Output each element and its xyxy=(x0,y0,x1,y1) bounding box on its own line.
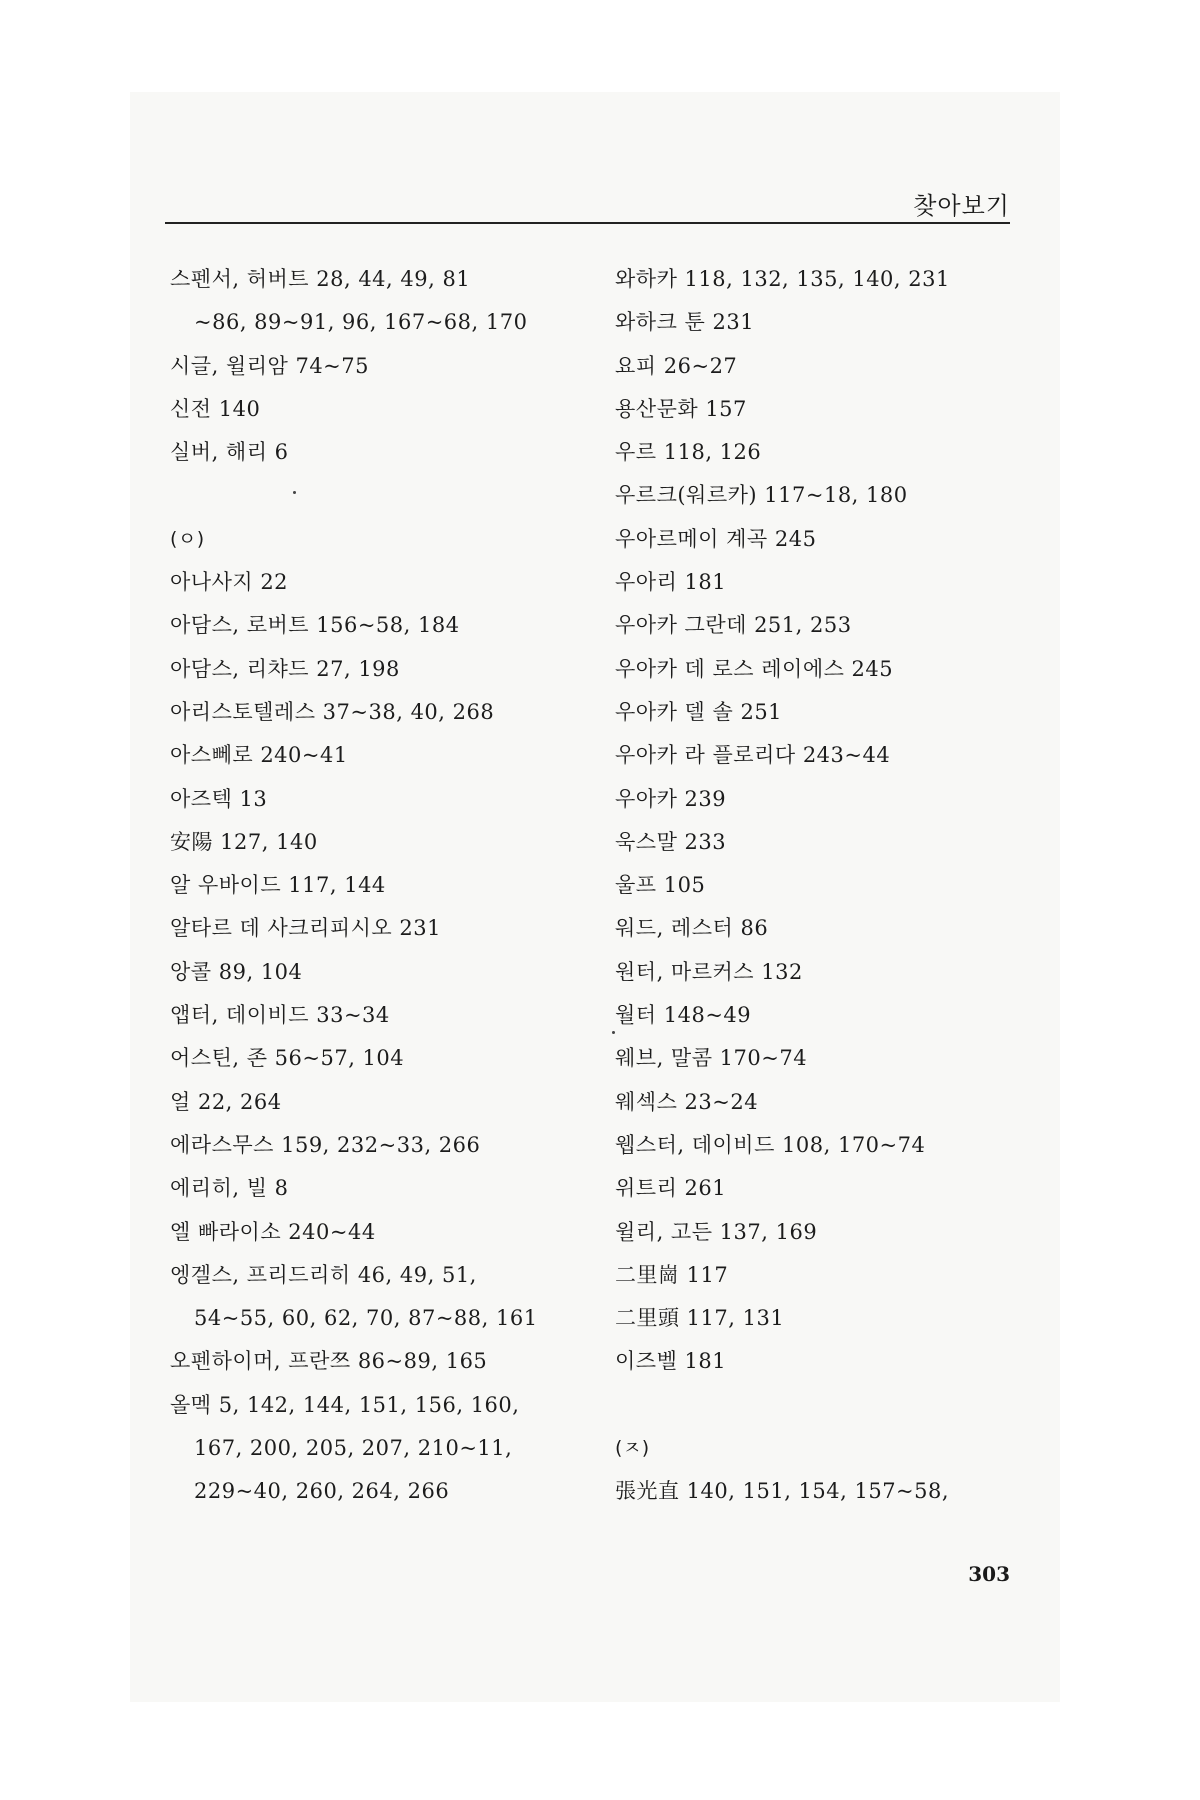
index-entry: 우르크(워르카) 117~18, 180 xyxy=(615,483,908,508)
page-header-title: 찾아보기 xyxy=(913,192,1010,220)
index-entry: 요피 26~27 xyxy=(615,353,738,378)
page-number: 303 xyxy=(968,1562,1010,1586)
index-entry: 아스뻬로 240~41 xyxy=(170,743,348,768)
index-entry: 올멕 5, 142, 144, 151, 156, 160, xyxy=(170,1392,520,1417)
index-entry: 얼 22, 264 xyxy=(170,1089,282,1114)
index-entry: 웹스터, 데이비드 108, 170~74 xyxy=(615,1132,926,1157)
index-entry: 에리히, 빌 8 xyxy=(170,1176,289,1201)
index-entry: 윌리, 고든 137, 169 xyxy=(615,1219,818,1244)
index-entry: 아담스, 로버트 156~58, 184 xyxy=(170,613,460,638)
index-entry: 아리스토텔레스 37~38, 40, 268 xyxy=(170,699,495,724)
index-entry: 앙콜 89, 104 xyxy=(170,959,303,984)
index-entry: 와하크 툰 231 xyxy=(615,310,755,335)
index-entry: 에라스무스 159, 232~33, 266 xyxy=(170,1132,481,1157)
index-entry: 욱스말 233 xyxy=(615,829,727,854)
index-entry: 울프 105 xyxy=(615,873,706,898)
index-entry: 신전 140 xyxy=(170,396,261,421)
index-entry: 二里崗 117 xyxy=(615,1262,729,1287)
index-entry: 엥겔스, 프리드리히 46, 49, 51, xyxy=(170,1262,477,1287)
index-entry: 張光直 140, 151, 154, 157~58, xyxy=(615,1479,950,1504)
index-spacer xyxy=(170,474,590,517)
index-entry: 우아카 델 솔 251 xyxy=(615,699,783,724)
index-entry: 어스틴, 존 56~57, 104 xyxy=(170,1046,405,1071)
index-entry: 와하카 118, 132, 135, 140, 231 xyxy=(615,267,950,291)
index-entry: 우아리 181 xyxy=(615,570,727,595)
index-column-right xyxy=(615,258,1055,1514)
index-entry: 실버, 해리 6 xyxy=(170,440,289,465)
index-entry: 二里頭 117, 131 xyxy=(615,1306,785,1331)
index-entry: 우아카 239 xyxy=(615,786,727,811)
index-entry: 229~40, 260, 264, 266 xyxy=(194,1479,450,1504)
index-entry: 54~55, 60, 62, 70, 87~88, 161 xyxy=(194,1306,538,1331)
index-entry: 우아카 데 로스 레이에스 245 xyxy=(615,656,894,681)
index-spacer xyxy=(615,1384,1055,1427)
scan-speck xyxy=(293,491,296,494)
index-column-left xyxy=(170,258,590,1514)
index-entry: 알타르 데 사크리피시오 231 xyxy=(170,916,441,941)
index-entry: 월터 148~49 xyxy=(615,1003,752,1028)
index-entry: 앱터, 데이비드 33~34 xyxy=(170,1003,390,1028)
index-entry: 웨브, 말콤 170~74 xyxy=(615,1046,808,1071)
index-entry: 우아카 그란데 251, 253 xyxy=(615,613,852,638)
index-entry: 이즈벨 181 xyxy=(615,1349,727,1374)
index-entry: 엘 빠라이소 240~44 xyxy=(170,1219,376,1244)
index-entry: 安陽 127, 140 xyxy=(170,829,318,854)
index-section-heading: (ㅇ) xyxy=(170,527,205,550)
index-entry: 위트리 261 xyxy=(615,1176,727,1201)
index-entry: 167, 200, 205, 207, 210~11, xyxy=(194,1436,513,1461)
scan-speck xyxy=(612,1031,615,1034)
index-entry: 알 우바이드 117, 144 xyxy=(170,873,386,898)
index-entry: 우아르메이 계곡 245 xyxy=(615,526,817,551)
index-entry: 용산문화 157 xyxy=(615,396,747,421)
index-entry: 웨섹스 23~24 xyxy=(615,1089,759,1114)
index-entry: 오펜하이머, 프란쯔 86~89, 165 xyxy=(170,1349,488,1374)
index-entry: 원터, 마르커스 132 xyxy=(615,959,803,984)
index-entry: 아담스, 리챠드 27, 198 xyxy=(170,656,400,681)
index-entry: 아즈텍 13 xyxy=(170,786,268,811)
index-entry: 스펜서, 허버트 28, 44, 49, 81 xyxy=(170,267,471,291)
index-entry: 시글, 윌리암 74~75 xyxy=(170,353,369,378)
index-section-heading: (ㅈ) xyxy=(615,1437,650,1460)
index-entry: 워드, 레스터 86 xyxy=(615,916,769,941)
index-entry: ~86, 89~91, 96, 167~68, 170 xyxy=(194,310,528,335)
index-entry: 아나사지 22 xyxy=(170,570,289,595)
index-entry: 우르 118, 126 xyxy=(615,440,762,465)
index-entry: 우아카 라 플로리다 243~44 xyxy=(615,743,891,768)
